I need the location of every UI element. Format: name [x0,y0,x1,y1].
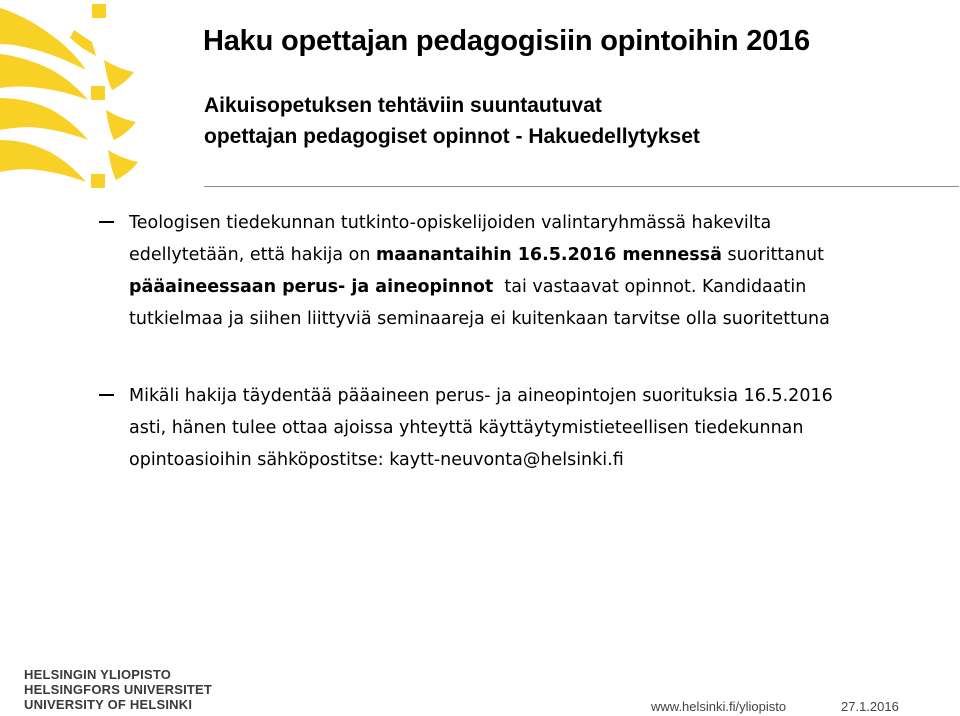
slide-subtitle [204,90,700,152]
bullet-line: asti, hänen tulee ottaa ajoissa yhteyttä käyttäytymistieteellisen tiedekunnan [129,418,804,438]
bullet-line: Teologisen tiedekunnan tutkinto-opiskelijoiden valintaryhmässä hakevilta [129,213,772,233]
bullet-line [129,239,830,271]
bullet-text-run: tai vastaavat opinnot. Kandidaatin [493,277,807,297]
footer-url: www.helsinki.fi/yliopisto [651,699,787,714]
bullet-text [129,207,830,335]
studies-emphasis: pääaineessaan perus- ja aineopinnot [129,277,494,297]
bullet-text [129,380,833,476]
title-divider [204,186,959,187]
bullet-line [129,271,830,303]
wordmark-swedish: HELSINGFORS UNIVERSITET [24,682,213,697]
footer-date: 27.1.2016 [841,699,899,714]
subtitle-line: Aikuisopetuksen tehtäviin suuntautuvat [204,94,602,117]
bullet-dash-icon [99,213,114,228]
bullet-line: Mikäli hakija täydentää pääaineen perus- ja aineopintojen suorituksia 16.5.2016 [129,386,833,406]
bullet-line: tutkielmaa ja siihen liittyviä seminaareja ei kuitenkaan tarvitse olla suoritettuna [129,309,830,329]
wordmark-english: UNIVERSITY OF HELSINKI [24,697,193,712]
university-wordmark [24,667,212,712]
wordmark-finnish: HELSINGIN YLIOPISTO [24,667,172,682]
bullet-dash-icon [99,386,114,401]
university-flame-logo [0,0,140,200]
bullet-line: opintoasioihin sähköpostitse: kaytt-neuvonta@helsinki.fi [129,450,624,470]
subtitle-line: opettajan pedagogiset opinnot - Hakuedellytykset [204,125,700,148]
bullet-text-run: edellytetään, että hakija on [129,245,376,265]
bullet-text-run: suorittanut [721,245,824,265]
deadline-emphasis: maanantaihin 16.5.2016 mennessä [375,245,722,265]
slide-title: Haku opettajan pedagogisiin opintoihin 2016 [203,25,810,57]
